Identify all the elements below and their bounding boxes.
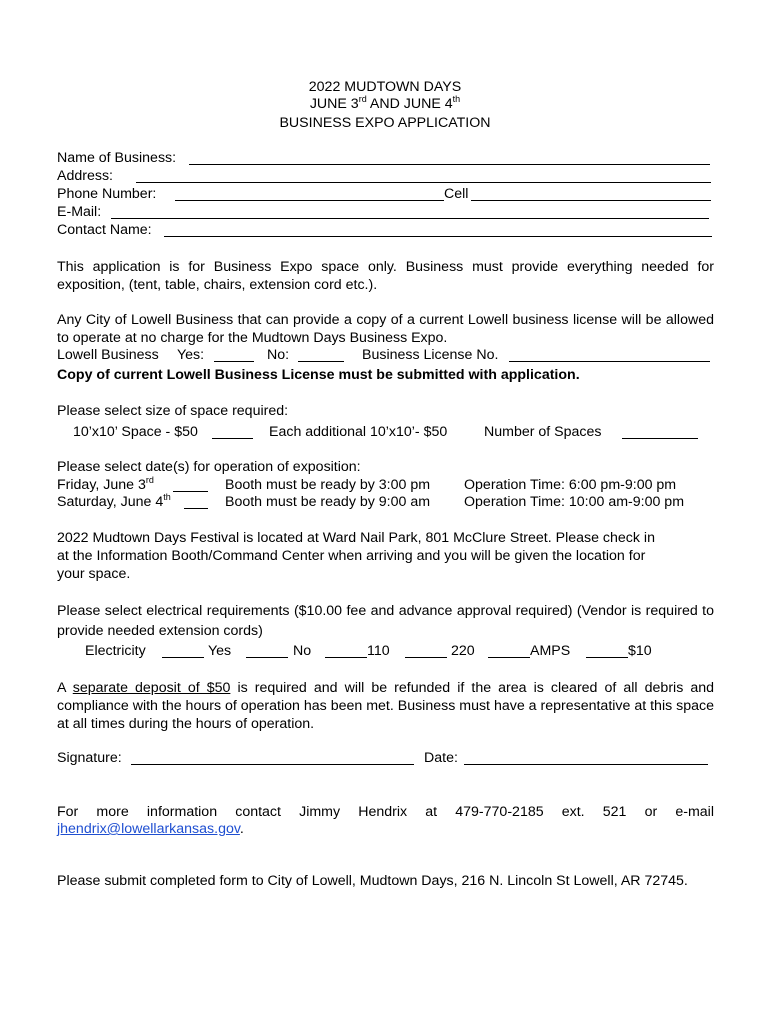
electricity-no-blank[interactable] bbox=[246, 657, 288, 658]
lowell-yes-blank[interactable] bbox=[214, 361, 254, 362]
date-field[interactable] bbox=[464, 764, 708, 765]
email-field[interactable] bbox=[111, 218, 709, 219]
cell-label: Cell bbox=[444, 186, 469, 202]
business-name-label: Name of Business: bbox=[57, 150, 177, 166]
friday-label: Friday, June 3rd bbox=[57, 475, 154, 493]
more-info-line: For more information contact Jimmy Hendrix at 479-770-2185 ext. 521 or e-mail bbox=[57, 804, 714, 820]
phone-label: Phone Number: bbox=[57, 186, 157, 202]
contact-name-field[interactable] bbox=[164, 236, 712, 237]
cell-field[interactable] bbox=[471, 200, 711, 201]
lowell-business-label: Lowell Business bbox=[57, 347, 159, 363]
contact-email-link[interactable]: jhendrix@lowellarkansas.gov bbox=[57, 821, 240, 837]
electricity-yes-blank[interactable] bbox=[162, 657, 204, 658]
space-prompt: Please select size of space required: bbox=[57, 403, 289, 419]
electricity-fee: $10 bbox=[628, 643, 652, 659]
intro-paragraph: This application is for Business Expo space only. Business must provide everything needed for exposition, (tent, table, chairs, extension cord etc.). bbox=[57, 259, 714, 293]
lowell-no-label: No: bbox=[267, 347, 290, 363]
electricity-amps: AMPS bbox=[530, 643, 571, 659]
deposit-paragraph: A separate deposit of $50 is required and will be refunded if the area is cleared of all debris and compliance with the hours of operation has been met. Business must have a representative at this space at all times during the hours of operation. bbox=[57, 680, 715, 732]
more-info-email-line: jhendrix@lowellarkansas.gov. bbox=[57, 821, 244, 837]
signature-label: Signature: bbox=[57, 750, 122, 766]
date-label: Date: bbox=[424, 750, 458, 766]
location-line-1: 2022 Mudtown Days Festival is located at Ward Nail Park, 801 McClure Street. Please check in bbox=[57, 530, 655, 546]
space-count-label: Number of Spaces bbox=[484, 424, 602, 440]
space-option-additional: Each additional 10’x10’- $50 bbox=[269, 424, 448, 440]
business-name-field[interactable] bbox=[189, 164, 710, 165]
signature-field[interactable] bbox=[131, 764, 414, 765]
saturday-label: Saturday, June 4th bbox=[57, 492, 171, 510]
electricity-110: 110 bbox=[367, 643, 390, 659]
contact-name-label: Contact Name: bbox=[57, 222, 152, 238]
electricity-amps-blank[interactable] bbox=[488, 657, 530, 658]
address-label: Address: bbox=[57, 168, 113, 184]
space-option-basic: 10’x10’ Space - $50 bbox=[73, 424, 198, 440]
deposit-amount: separate deposit of $50 bbox=[72, 680, 231, 696]
lowell-yes-label: Yes: bbox=[177, 347, 205, 363]
location-line-2: at the Information Booth/Command Center when arriving and you will be given the location for bbox=[57, 548, 646, 564]
electrical-paragraph: Please select electrical requirements ($10.00 fee and advance approval required) (Vendor is required to provide needed extension cords) bbox=[57, 603, 714, 639]
form-title: BUSINESS EXPO APPLICATION bbox=[279, 115, 491, 131]
electricity-110-blank[interactable] bbox=[325, 657, 367, 658]
license-number-field[interactable] bbox=[509, 361, 710, 362]
electricity-yes: Yes bbox=[208, 643, 232, 659]
electricity-220: 220 bbox=[451, 643, 475, 659]
email-label: E-Mail: bbox=[57, 204, 102, 220]
phone-field[interactable] bbox=[175, 200, 444, 201]
lowell-no-blank[interactable] bbox=[298, 361, 344, 362]
electricity-no: No bbox=[293, 643, 312, 659]
electricity-label: Electricity bbox=[85, 643, 146, 659]
space-option-basic-blank[interactable] bbox=[212, 438, 253, 439]
friday-ready-time: Booth must be ready by 3:00 pm bbox=[225, 477, 431, 493]
electricity-fee-blank[interactable] bbox=[586, 657, 628, 658]
license-number-label: Business License No. bbox=[362, 347, 499, 363]
saturday-operation-time: Operation Time: 10:00 am-9:00 pm bbox=[464, 494, 685, 510]
event-dates: JUNE 3rd AND JUNE 4th bbox=[309, 94, 461, 112]
electricity-220-blank[interactable] bbox=[405, 657, 447, 658]
friday-blank[interactable] bbox=[173, 491, 208, 492]
address-field[interactable] bbox=[136, 182, 711, 183]
lowell-paragraph: Any City of Lowell Business that can provide a copy of a current Lowell business license will be allowed to operate at no charge for the Mudtown Days Business Expo. bbox=[57, 312, 714, 346]
space-count-field[interactable] bbox=[622, 438, 698, 439]
license-notice: Copy of current Lowell Business License must be submitted with application. bbox=[57, 367, 580, 383]
location-line-3: your space. bbox=[57, 566, 131, 582]
dates-prompt: Please select date(s) for operation of exposition: bbox=[57, 459, 361, 475]
saturday-blank[interactable] bbox=[184, 508, 208, 509]
submit-instructions: Please submit completed form to City of Lowell, Mudtown Days, 216 N. Lincoln St Lowell, AR 72745. bbox=[57, 873, 688, 889]
event-title: 2022 MUDTOWN DAYS bbox=[308, 79, 462, 95]
saturday-ready-time: Booth must be ready by 9:00 am bbox=[225, 494, 431, 510]
friday-operation-time: Operation Time: 6:00 pm-9:00 pm bbox=[464, 477, 677, 493]
